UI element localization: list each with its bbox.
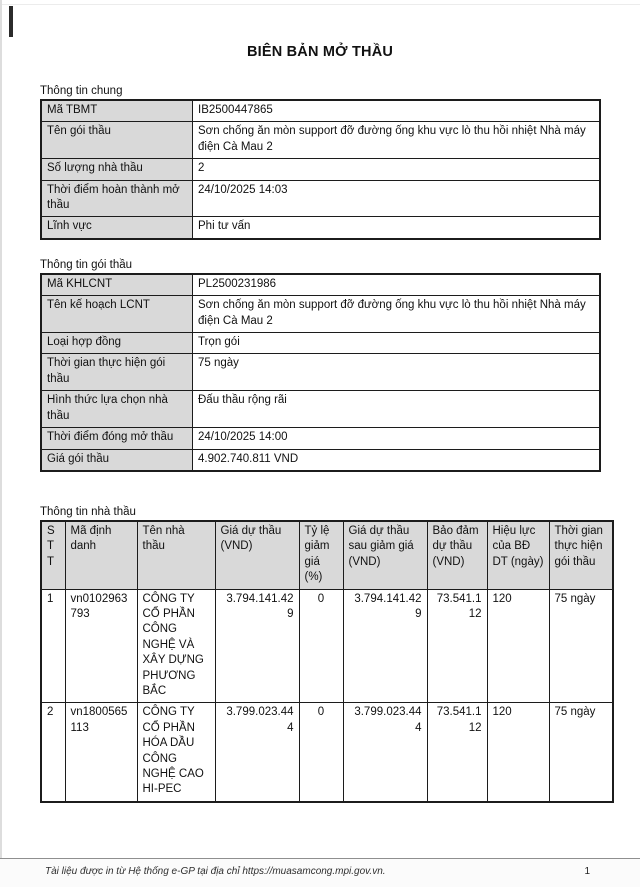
page-title: BIÊN BẢN MỞ THẦU bbox=[246, 44, 394, 60]
field-label: Hình thức lựa chọn nhà thầu bbox=[41, 391, 193, 428]
page-number: 1 bbox=[584, 866, 590, 877]
info-row bbox=[41, 180, 600, 217]
contractor-row bbox=[41, 703, 613, 802]
field-value: 24/10/2025 14:00 bbox=[193, 428, 601, 449]
field-value: PL2500231986 bbox=[193, 274, 601, 296]
column-header: Giá dự thầu (VND) bbox=[215, 521, 299, 589]
column-header: Tên nhà thầu bbox=[137, 521, 215, 589]
contractor-cell: 3.794.141.429 bbox=[215, 589, 299, 703]
footer-print-note: Tài liệu được in từ Hệ thống e-GP tại địa chỉ https://muasamcong.mpi.gov.vn. bbox=[45, 866, 386, 877]
contractor-cell: 3.799.023.444 bbox=[343, 703, 427, 802]
info-row bbox=[41, 122, 600, 159]
field-label: Tên gói thầu bbox=[41, 122, 193, 159]
column-header: Thời gian thực hiện gói thầu bbox=[549, 521, 613, 589]
field-label: Thời điểm hoàn thành mở thầu bbox=[41, 180, 193, 217]
column-header: Tỷ lệ giảm giá (%) bbox=[299, 521, 343, 589]
field-label: Mã KHLCNT bbox=[41, 274, 193, 296]
field-label: Tên kế hoạch LCNT bbox=[41, 296, 193, 333]
field-value: Trọn gói bbox=[193, 333, 601, 354]
column-header: STT bbox=[41, 521, 65, 589]
contractor-cell: 2 bbox=[41, 703, 65, 802]
general-info-table bbox=[40, 99, 601, 240]
field-value: Phi tư vấn bbox=[193, 217, 601, 239]
contractor-cell: 0 bbox=[299, 703, 343, 802]
contractor-cell: 73.541.112 bbox=[427, 703, 487, 802]
contractor-cell: 1 bbox=[41, 589, 65, 703]
page-footer bbox=[0, 858, 640, 887]
field-value: Sơn chống ăn mòn support đỡ đường ống khu vực lò thu hồi nhiệt Nhà máy điện Cà Mau 2 bbox=[193, 122, 601, 159]
contractor-header-row bbox=[41, 521, 613, 589]
contractor-cell: 75 ngày bbox=[549, 589, 613, 703]
contractor-table bbox=[40, 520, 614, 803]
field-value: 2 bbox=[193, 159, 601, 180]
info-row bbox=[41, 428, 600, 449]
field-value: Đấu thầu rộng rãi bbox=[193, 391, 601, 428]
info-row bbox=[41, 100, 600, 122]
column-header: Bảo đảm dự thầu (VND) bbox=[427, 521, 487, 589]
field-label: Mã TBMT bbox=[41, 100, 193, 122]
info-row bbox=[41, 354, 600, 391]
column-header: Mã định danh bbox=[65, 521, 137, 589]
field-label: Thời gian thực hiện gói thầu bbox=[41, 354, 193, 391]
contractor-cell: 73.541.112 bbox=[427, 589, 487, 703]
contractor-row bbox=[41, 589, 613, 703]
field-value: Sơn chống ăn mòn support đỡ đường ống khu vực lò thu hồi nhiệt Nhà máy điện Cà Mau 2 bbox=[193, 296, 601, 333]
info-row bbox=[41, 159, 600, 180]
column-header: Giá dự thầu sau giảm giá (VND) bbox=[343, 521, 427, 589]
field-value: 75 ngày bbox=[193, 354, 601, 391]
contractor-cell: 3.794.141.429 bbox=[343, 589, 427, 703]
field-value: 4.902.740.811 VND bbox=[193, 449, 601, 471]
section-heading-general-info: Thông tin chung bbox=[40, 85, 123, 97]
contractor-cell: 120 bbox=[487, 589, 549, 703]
field-label: Thời điểm đóng mở thầu bbox=[41, 428, 193, 449]
contractor-cell: CÔNG TY CỔ PHẦN CÔNG NGHỆ VÀ XÂY DỰNG PHƯƠNG BẮC bbox=[137, 589, 215, 703]
info-row bbox=[41, 217, 600, 239]
section-heading-package-info: Thông tin gói thầu bbox=[40, 258, 133, 271]
package-info-table bbox=[40, 273, 601, 472]
info-row bbox=[41, 333, 600, 354]
field-label: Số lượng nhà thầu bbox=[41, 159, 193, 180]
field-label: Loại hợp đồng bbox=[41, 333, 193, 354]
page-top-edge-line bbox=[0, 4, 640, 5]
column-header: Hiệu lực của BĐ DT (ngày) bbox=[487, 521, 549, 589]
section-heading-contractor-info: Thông tin nhà thầu bbox=[40, 505, 136, 518]
info-row bbox=[41, 391, 600, 428]
contractor-cell: vn1800565113 bbox=[65, 703, 137, 802]
contractor-cell: 75 ngày bbox=[549, 703, 613, 802]
page-left-edge-line bbox=[0, 0, 2, 858]
info-row bbox=[41, 296, 600, 333]
document-body bbox=[40, 85, 602, 803]
field-value: 24/10/2025 14:03 bbox=[193, 180, 601, 217]
field-label: Giá gói thầu bbox=[41, 449, 193, 471]
contractor-cell: CÔNG TY CỔ PHẦN HÓA DẦU CÔNG NGHỆ CAO HI-PEC bbox=[137, 703, 215, 802]
field-label: Lĩnh vực bbox=[41, 217, 193, 239]
contractor-cell: 0 bbox=[299, 589, 343, 703]
info-row bbox=[41, 449, 600, 471]
page-corner-mark bbox=[9, 6, 13, 37]
contractor-cell: vn0102963793 bbox=[65, 589, 137, 703]
contractor-cell: 3.799.023.444 bbox=[215, 703, 299, 802]
field-value: IB2500447865 bbox=[193, 100, 601, 122]
info-row bbox=[41, 274, 600, 296]
contractor-cell: 120 bbox=[487, 703, 549, 802]
